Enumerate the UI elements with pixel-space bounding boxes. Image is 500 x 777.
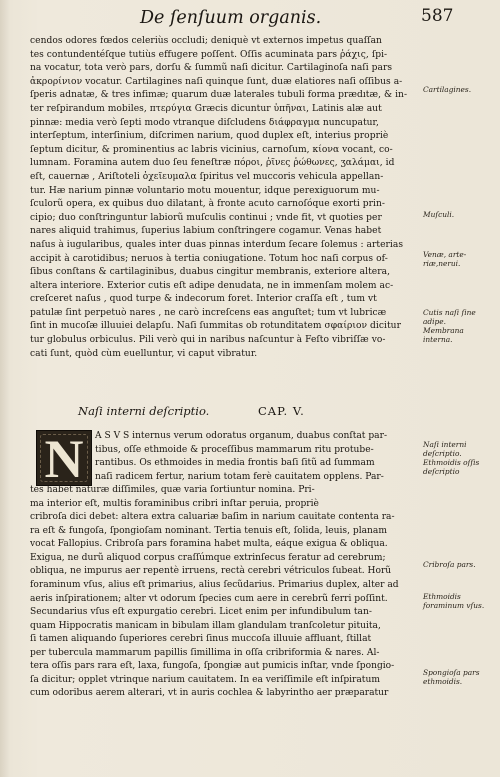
text-line: pinnæ: media verò ſepti modo vtranque diſcludens διάφραγμα nuncupatur, [30,117,379,128]
text-line: ſint in mucoſæ illuuiei delapſu. Naſi ſummitas ob rotunditatem σφαίριον dicitur [30,321,401,332]
text-line: per tubercula mammarum papillis ſimillima in oſſa cribriformia & nares. Al- [30,647,380,658]
text-line: tur globulus orbiculus. Pili verò qui in naribus naſcuntur à Feſto vibriſſæ vo- [30,335,386,346]
margin-note: Cartilagines. [423,85,472,94]
text-line: cati ſunt, quòd cùm euelluntur, vi caput vibratur. [30,348,258,359]
margin-note: Muſculi. [423,210,455,219]
margin-note: Cribroſa pars. [423,560,476,569]
text-line: tera oſſis pars rara eſt, laxa, fungoſa, ſpongiæ aut pumicis inſtar, vnde ſpongio- [30,661,395,672]
text-line: A S V S internus verum odoratus organum, duabus conſtat par- [95,431,388,441]
text-line: lumnam. Foramina autem duo ſeu feneſtræ πόροι, ῥῖνες ῥώθωνες, ʒαλάμαι, id [30,158,395,169]
text-line: tibus, oſſe ethmoide & proceſſibus mammarum ritu protube- [95,444,374,455]
text-line: ſeptum dicitur, & prominentius ac labris vicinius, carnoſum, κίονα vocant, co- [30,144,393,155]
text-block-upper [30,35,420,361]
text-line: ἀκρορίνιον vocatur. Cartilagines naſi quinque ſunt, duæ elatiores naſi oſſibus a- [30,76,403,87]
text-line: ſculorũ opera, ex quibus duo dilatant, à fronte acuto carnoſóque exorti prin- [30,199,386,210]
text-line: ſi tamen aliquando ſuperiores cerebri ſinus muccoſa illuuie affluant, ſtillat [30,634,372,645]
text-line: vocat Fallopius. Cribroſa pars foramina habet multa, eáque exigua & obliqua. [30,539,388,550]
text-line: ſperis adnatæ, & tres infimæ; quarum duæ laterales tubuli forma prædıtæ, & in- [30,90,408,101]
text-line: naſus à iugularibus, quales inter duas pinnas interdum ſecare ſolemus : arterias [30,239,404,250]
text-line: ſibus conſtans & cartilaginibus, duabus cingitur membranis, exteriore altera, [30,267,391,278]
text-line: foraminum vſus, alius eſt primarius, alius ſecũdarius. Primarius duplex, alter ad [30,580,399,591]
text-line: cendos odores fœdos celeriùs occludi; deniquè vt externos impetus quaſſan [30,36,382,46]
margin-note: Cutis naſi ſine adipe. [423,308,476,326]
text-line: Secundarius vſus eſt expurgatio cerebri. Licet enim per infundibulum tan- [30,607,372,618]
margin-note: Naſi interni deſcriptio. Ethmoidis oſſis deſcriptio [423,440,480,476]
text-block-lower [30,430,420,701]
initial-letter: N [44,429,84,489]
text-line: naſi radicem fertur, narium totam ferè cauitatem opplens. Par- [95,471,384,482]
text-line: nares aliquid trahimus, ſuperius labium conſtringere cogamur. Venas habet [30,226,382,237]
running-header [95,6,454,32]
text-line: eſt, cauernæ , Ariſtoteli ὀχεῖευμαλα ſpiritus vel muccoris vehicula appellan- [30,171,384,182]
text-line: Exigua, ne durũ aliquod corpus craſſúmque extrinſecus feratur ad cerebrum; [30,552,386,563]
text-line: tes contundentéſque tutiùs effugere poſſent. Oſſis acuminata pars ῥάχις, ſpi- [30,49,388,60]
chapter-heading [78,404,408,422]
text-line: altera interiore. Exterior cutis eſt adipe denudata, ne in immenſam molem ac- [30,280,394,291]
text-line: na vocatur, tota verò pars, dorſu & ſummũ naſi dicitur. Cartilaginoſa naſi pars [30,63,393,74]
text-line: ma interior eſt, multis foraminibus cribri inſtar peruia, propriè [30,498,319,509]
text-line: ſa dicitur; opplet vtrinque narium cauitatem. In ea veriſſimile eſt inſpiratum [30,674,380,685]
chapter-number: CAP. V. [258,404,305,418]
text-line: tur. Hæ narium pinnæ voluntario motu mouentur, idque perexiguorum mu- [30,185,380,196]
text-line: cribroſa dici debet: altera extra caluariæ baſim in narium cauitate contenta ra- [30,512,395,523]
margin-note: Ethmoidis foraminum vſus. [423,592,485,610]
page-number: 587 [421,6,454,26]
margin-note: Spongioſa pars ethmoidis. [423,668,480,686]
text-line: quam Hippocratis manicam in bibulam illam glandulam tranſcoletur pituita, [30,620,381,631]
text-line: cipio; duo conſtringuntur labiorũ muſculis continui ; vnde fit, vt quoties per [30,212,382,223]
text-line: tes habet naturæ diſſimiles, quæ varia ſortiuntur nomina. Pri- [30,485,315,496]
margin-note: Membrana interna. [423,326,464,344]
text-line: creſceret naſus , quod turpe & indecorum foret. Interior craſſa eſt , tum vt [30,294,377,305]
running-title: De ſenſuum organis. [140,8,322,28]
text-line: obliqua, ne impurus aer repentè irruens, rectà cerebri vétriculos ſubeat. Horũ [30,566,392,577]
chapter-subject: Naſi interni deſcriptio. [78,404,210,418]
text-line: ter reſpirandum mobiles, πτερύγια Græcis dicuntur ὑπῆναι, Latinis alæ aut [30,103,382,114]
margin-note: Venæ, arte-riæ,nerui. [423,250,467,268]
text-line: cum odoribus aerem alterari, vt in auris cochlea & labyrintho aer præparatur [30,688,389,699]
text-line: aeris inſpirationem; alter vt odorum ſpecies cum aere in cerebrũ ferri poſſint. [30,593,388,604]
text-line: rantibus. Os ethmoides in media frontis baſi ſitũ ad ſummam [95,458,375,469]
text-line: accipit à carotidibus; neruos à tertia coniugatione. Totum hoc naſi corpus of- [30,253,388,264]
text-line: patulæ ſint perpetuò nares , ne carò increſcens eas anguſtet; tum vt lubricæ [30,307,387,318]
text-line: interſeptum, interſinium, diſcrimen narium, quod duplex eſt, interius propriè [30,131,389,142]
text-line: ra eſt & fungoſa, ſpongioſam nominant. Tertia tenuis eſt, ſolida, leuis, planam [30,525,387,536]
